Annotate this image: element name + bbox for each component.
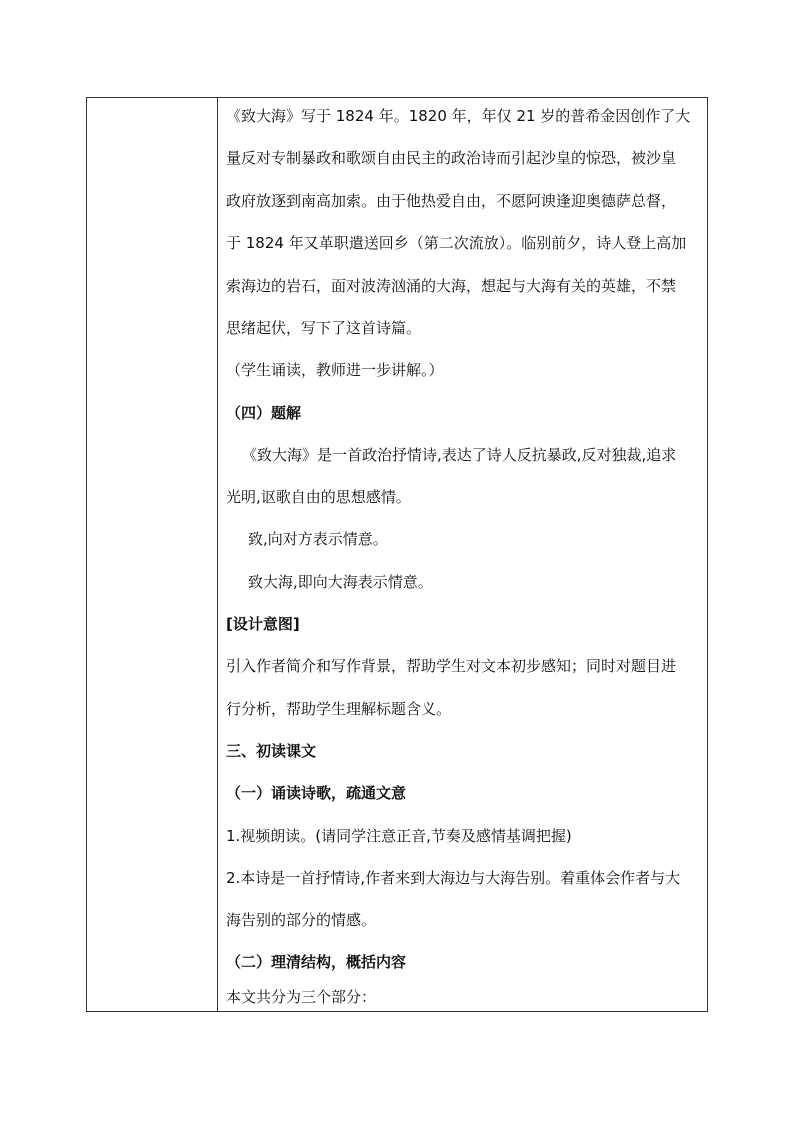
- paragraph-line: 本文共分为三个部分：: [226, 988, 377, 1006]
- paragraph-line: 致,向对方表示情意。: [248, 530, 388, 548]
- paragraph-line: 引入作者简介和写作背景，帮助学生对文本初步感知；同时对题目进: [226, 657, 677, 675]
- section-heading-title-explanation: （四）题解: [226, 404, 302, 422]
- subsection-heading-recite: （一）诵读诗歌，疏通文意: [226, 784, 407, 802]
- paragraph-line: 《致大海》是一首政治抒情诗,表达了诗人反抗暴政,反对独裁,追求: [242, 446, 677, 464]
- design-intent-heading: [设计意图]: [226, 615, 300, 633]
- teacher-note: （学生诵读，教师进一步讲解。）: [226, 361, 444, 379]
- list-item: 2.本诗是一首抒情诗,作者来到大海边与大海告别。着重体会作者与大: [226, 869, 681, 887]
- lesson-table: [86, 97, 708, 1012]
- paragraph-line: 思绪起伏，写下了这首诗篇。: [226, 319, 422, 337]
- paragraph-line: 行分析，帮助学生理解标题含义。: [226, 700, 452, 718]
- paragraph-line: 致大海,即向大海表示情意。: [248, 573, 433, 591]
- list-item: 1.视频朗读。(请同学注意正音,节奏及感情基调把握): [226, 827, 572, 845]
- paragraph-line: 光明,讴歌自由的思想感情。: [226, 488, 411, 506]
- paragraph-line: 量反对专制暴政和歌颂自由民主的政治诗而引起沙皇的惊恐，被沙皇: [226, 149, 677, 167]
- paragraph-line: 《致大海》写于 1824 年。1820 年，年仅 21 岁的普希金因创作了大: [226, 107, 691, 125]
- paragraph-line: 政府放逐到南高加索。由于他热爱自由，不愿阿谀逢迎奥德萨总督，: [226, 192, 677, 210]
- paragraph-line: 索海边的岩石，面对波涛汹涌的大海，想起与大海有关的英雄，不禁: [226, 277, 677, 295]
- paragraph-line: 海告别的部分的情感。: [226, 911, 377, 929]
- content-cell: [218, 98, 707, 1011]
- subsection-heading-structure: （二）理清结构，概括内容: [226, 953, 407, 971]
- section-heading-first-reading: 三、初读课文: [226, 742, 317, 760]
- paragraph-line: 于 1824 年又革职遣送回乡（第二次流放）。临别前夕，诗人登上高加: [226, 234, 687, 252]
